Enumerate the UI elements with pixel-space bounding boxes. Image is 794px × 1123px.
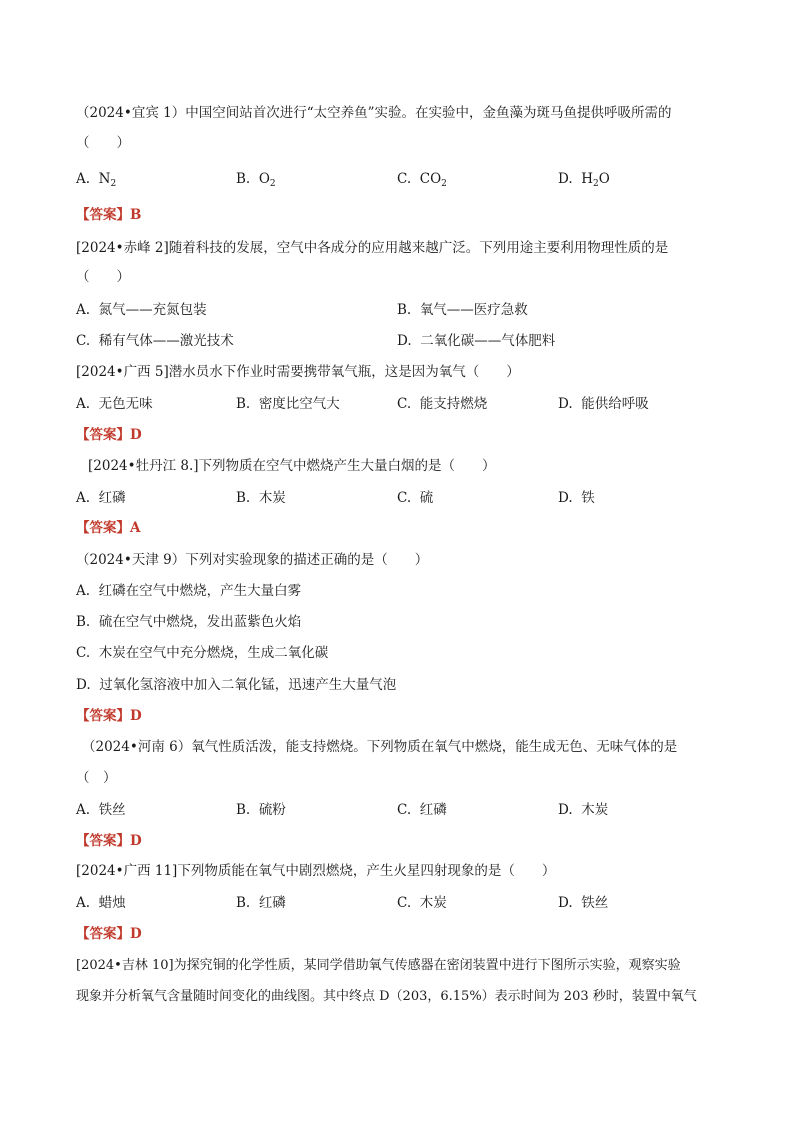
q3-option-d: D. 能供给呼吸 — [558, 396, 649, 412]
q4-option-a: A. 红磷 — [76, 490, 126, 506]
q5-option-d: D. 过氧化氢溶液中加入二氧化锰，迅速产生大量气泡 — [76, 677, 397, 693]
q1-option-c: C. $CO_2$ — [397, 171, 447, 189]
q3-option-b: B. 密度比空气大 — [236, 396, 340, 412]
q1-answer: 【答案】B — [76, 207, 142, 223]
q2-option-a: A. 氮气——充氮包装 — [76, 302, 207, 318]
q7-answer: 【答案】D — [76, 926, 142, 942]
q4-stem-line1: [2024•牡丹江 8.]下列物质在空气中燃烧产生大量白烟的是（ ） — [88, 458, 496, 474]
q3-option-a: A. 无色无味 — [76, 396, 153, 412]
q1-stem-line2: （ ） — [76, 135, 130, 151]
q3-option-c: C. 能支持燃烧 — [397, 396, 488, 412]
q6-option-c: C. 红磷 — [397, 802, 447, 818]
q1-option-d: D. $H_2O$ — [558, 171, 610, 189]
q7-option-c: C. 木炭 — [397, 895, 447, 911]
q3-answer: 【答案】D — [76, 427, 142, 443]
q7-stem-line1: [2024•广西 11]下列物质能在氧气中剧烈燃烧，产生火星四射现象的是（ ） — [76, 863, 556, 879]
q4-answer: 【答案】A — [76, 520, 141, 536]
q2-stem-line1: [2024•赤峰 2]随着科技的发展，空气中各成分的应用越来越广泛。下列用途主要利用物理性质的是 — [76, 240, 669, 256]
q4-option-d: D. 铁 — [558, 490, 595, 506]
q6-stem-line2: （ ） — [76, 770, 117, 786]
q5-answer: 【答案】D — [76, 708, 142, 724]
q6-answer: 【答案】D — [76, 833, 142, 849]
q7-option-b: B. 红磷 — [236, 895, 286, 911]
q8-stem-line2: 现象并分析氧气含量随时间变化的曲线图。其中终点 D（203，6.15%）表示时间为 203 秒时，装置中氧气 — [76, 989, 697, 1004]
q7-option-a: A. 蜡烛 — [76, 895, 126, 911]
q7-option-d: D. 铁丝 — [558, 895, 609, 911]
q6-stem-line1: （2024•河南 6）氧气性质活泼，能支持燃烧。下列物质在氧气中燃烧，能生成无色、无味气体的是 — [82, 739, 678, 755]
q6-option-d: D. 木炭 — [558, 802, 609, 818]
q1-option-a: A. $N_2$ — [76, 171, 117, 189]
q5-option-c: C. 木炭在空气中充分燃烧，生成二氧化碳 — [76, 645, 329, 661]
q3-stem-line1: [2024•广西 5]潜水员水下作业时需要携带氧气瓶，这是因为氧气（ ） — [76, 364, 520, 380]
q4-option-b: B. 木炭 — [236, 490, 286, 506]
q4-option-c: C. 硫 — [397, 490, 434, 506]
q1-option-b: B. $O_2$ — [236, 171, 276, 189]
q6-option-a: A. 铁丝 — [76, 802, 126, 818]
q5-option-a: A. 红磷在空气中燃烧，产生大量白雾 — [76, 583, 302, 599]
q8-stem-line1: [2024•吉林 10]为探究铜的化学性质，某同学借助氧气传感器在密闭装置中进行下图所示实验，观察实验 — [76, 958, 681, 973]
q2-option-b: B. 氧气——医疗急救 — [397, 302, 528, 318]
q5-stem-line1: （2024•天津 9）下列对实验现象的描述正确的是（ ） — [76, 552, 429, 568]
q2-option-c: C. 稀有气体——激光技术 — [76, 333, 234, 349]
q5-option-b: B. 硫在空气中燃烧，发出蓝紫色火焰 — [76, 614, 302, 630]
q2-stem-line2: （ ） — [76, 269, 130, 285]
q1-stem-line1: （2024•宜宾 1）中国空间站首次进行“太空养鱼”实验。在实验中，金鱼藻为斑马鱼提供呼吸所需的 — [76, 105, 672, 121]
q2-option-d: D. 二氧化碳——气体肥料 — [397, 333, 556, 349]
q6-option-b: B. 硫粉 — [236, 802, 286, 818]
